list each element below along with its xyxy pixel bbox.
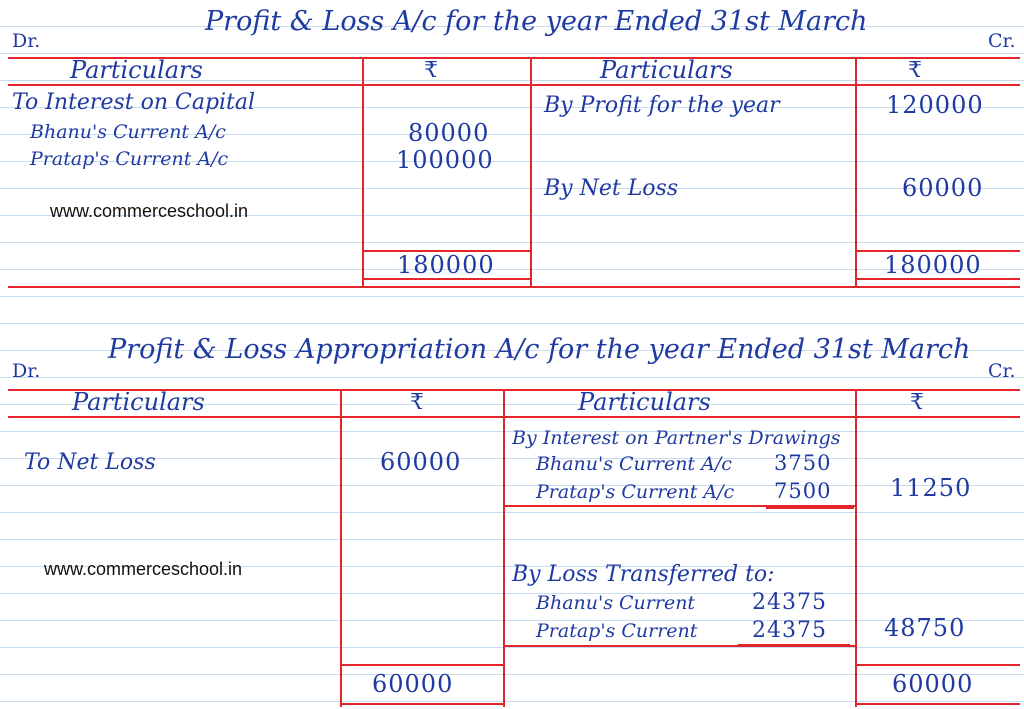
appr-interest-item-amount: 7500 bbox=[774, 479, 832, 503]
appr-loss-total: 48750 bbox=[884, 614, 966, 642]
appr-total-rule bbox=[340, 664, 505, 666]
pl-debit-item-label: Bhanu's Current A/c bbox=[30, 121, 226, 143]
appr-header-rule bbox=[8, 416, 1020, 418]
appr-cr-label: Cr. bbox=[988, 360, 1016, 382]
appr-loss-item-amount: 24375 bbox=[752, 590, 827, 615]
appr-loss-heading: By Loss Transferred to: bbox=[512, 562, 775, 587]
watermark-text: www.commerceschool.in bbox=[50, 201, 249, 221]
appr-total-rule bbox=[855, 703, 1020, 705]
pl-cr-label: Cr. bbox=[988, 30, 1016, 52]
appr-interest-total: 11250 bbox=[890, 474, 972, 502]
appr-subtotal-underline bbox=[766, 507, 854, 509]
pl-debit-heading: To Interest on Capital bbox=[12, 90, 256, 115]
pl-debit-item-amount: 80000 bbox=[408, 119, 490, 147]
appr-interest-item-label: Bhanu's Current A/c bbox=[536, 453, 732, 475]
appr-header-particulars: Particulars bbox=[72, 388, 205, 416]
pl-credit-total: 180000 bbox=[884, 251, 982, 279]
pl-debit-item-label: Pratap's Current A/c bbox=[30, 148, 229, 170]
appr-total-rule bbox=[855, 664, 1020, 666]
appr-header-amount: ₹ bbox=[410, 390, 424, 415]
appr-loss-item-label: Pratap's Current bbox=[536, 620, 698, 642]
pl-title: Profit & Loss A/c for the year Ended 31st March bbox=[205, 6, 868, 37]
appr-title: Profit & Loss Appropriation A/c for the year Ended 31st March bbox=[108, 334, 971, 365]
pl-debit-total: 180000 bbox=[397, 251, 495, 279]
pl-credit-item-label: By Profit for the year bbox=[544, 93, 780, 118]
appr-debit-total: 60000 bbox=[372, 670, 454, 698]
appr-total-rule bbox=[340, 703, 505, 705]
appr-debit-item-label: To Net Loss bbox=[24, 450, 156, 475]
appr-interest-item-label: Pratap's Current A/c bbox=[536, 481, 735, 503]
appr-interest-heading: By Interest on Partner's Drawings bbox=[512, 427, 841, 449]
appr-header-amount: ₹ bbox=[910, 390, 924, 415]
appr-loss-item-amount: 24375 bbox=[752, 618, 827, 643]
appr-col-divider bbox=[503, 389, 505, 707]
appr-subtotal-underline bbox=[738, 644, 850, 646]
pl-credit-item-label: By Net Loss bbox=[544, 176, 679, 201]
appr-dr-label: Dr. bbox=[12, 360, 41, 382]
appr-credit-total: 60000 bbox=[892, 670, 974, 698]
appr-col-divider bbox=[855, 389, 857, 707]
pl-header-particulars: Particulars bbox=[70, 56, 203, 84]
pl-bottom-rule bbox=[8, 286, 1020, 288]
pl-debit-item-amount: 100000 bbox=[396, 146, 494, 174]
appr-debit-item-amount: 60000 bbox=[380, 448, 462, 476]
appr-loss-item-label: Bhanu's Current bbox=[536, 592, 696, 614]
pl-header-amount: ₹ bbox=[424, 58, 438, 83]
pl-header-particulars: Particulars bbox=[600, 56, 733, 84]
appr-col-divider bbox=[340, 389, 342, 707]
pl-credit-item-amount: 60000 bbox=[902, 174, 984, 202]
watermark-text: www.commerceschool.in bbox=[44, 559, 243, 579]
pl-header-rule bbox=[8, 84, 1020, 86]
pl-credit-item-amount: 120000 bbox=[886, 91, 984, 119]
appr-header-particulars: Particulars bbox=[578, 388, 711, 416]
pl-dr-label: Dr. bbox=[12, 30, 41, 52]
pl-header-amount: ₹ bbox=[908, 58, 922, 83]
appr-interest-item-amount: 3750 bbox=[774, 451, 832, 475]
